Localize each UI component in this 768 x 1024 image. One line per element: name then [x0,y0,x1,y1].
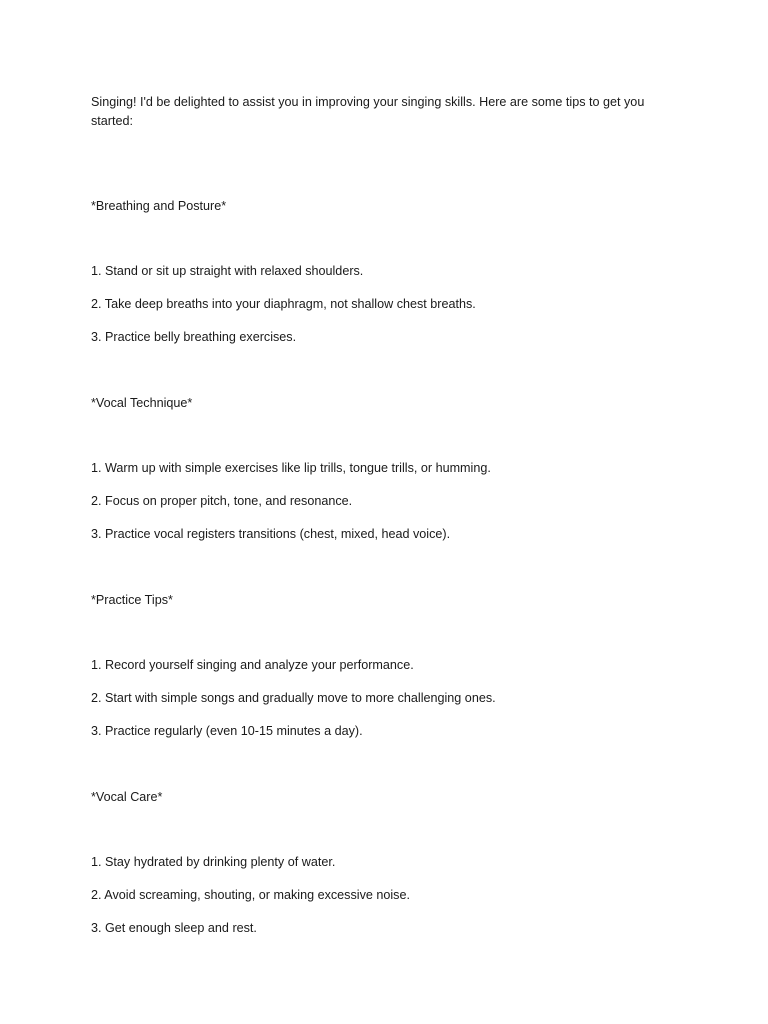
list-item: 1. Warm up with simple exercises like lip trills, tongue trills, or humming. [91,461,491,475]
list-item: 3. Practice vocal registers transitions (chest, mixed, head voice). [91,527,451,541]
list-item: 2. Avoid screaming, shouting, or making excessive noise. [91,888,410,902]
list-item: 3. Practice belly breathing exercises. [91,330,297,344]
section-heading: *Vocal Technique* [91,396,193,410]
document-body [91,93,661,938]
section-heading: *Vocal Care* [91,790,163,804]
section-vocal-care [91,788,661,938]
intro-paragraph: Singing! I'd be delighted to assist you in improving your singing skills. Here are some tips to get you started: [91,95,645,128]
section-breathing-posture [91,197,661,347]
section-heading: *Breathing and Posture* [91,199,227,213]
tips-list [91,262,661,347]
list-item: 1. Stand or sit up straight with relaxed shoulders. [91,264,364,278]
list-item: 2. Take deep breaths into your diaphragm, not shallow chest breaths. [91,297,476,311]
list-item: 2. Start with simple songs and gradually move to more challenging ones. [91,691,496,705]
tips-list [91,656,661,741]
section-practice-tips [91,591,661,741]
tips-list [91,853,661,938]
list-item: 3. Get enough sleep and rest. [91,921,257,935]
list-item: 3. Practice regularly (even 10-15 minutes a day). [91,724,363,738]
section-heading: *Practice Tips* [91,593,173,607]
list-item: 1. Record yourself singing and analyze your performance. [91,658,414,672]
section-vocal-technique [91,394,661,544]
list-item: 2. Focus on proper pitch, tone, and resonance. [91,494,353,508]
tips-list [91,459,661,544]
list-item: 1. Stay hydrated by drinking plenty of water. [91,855,336,869]
